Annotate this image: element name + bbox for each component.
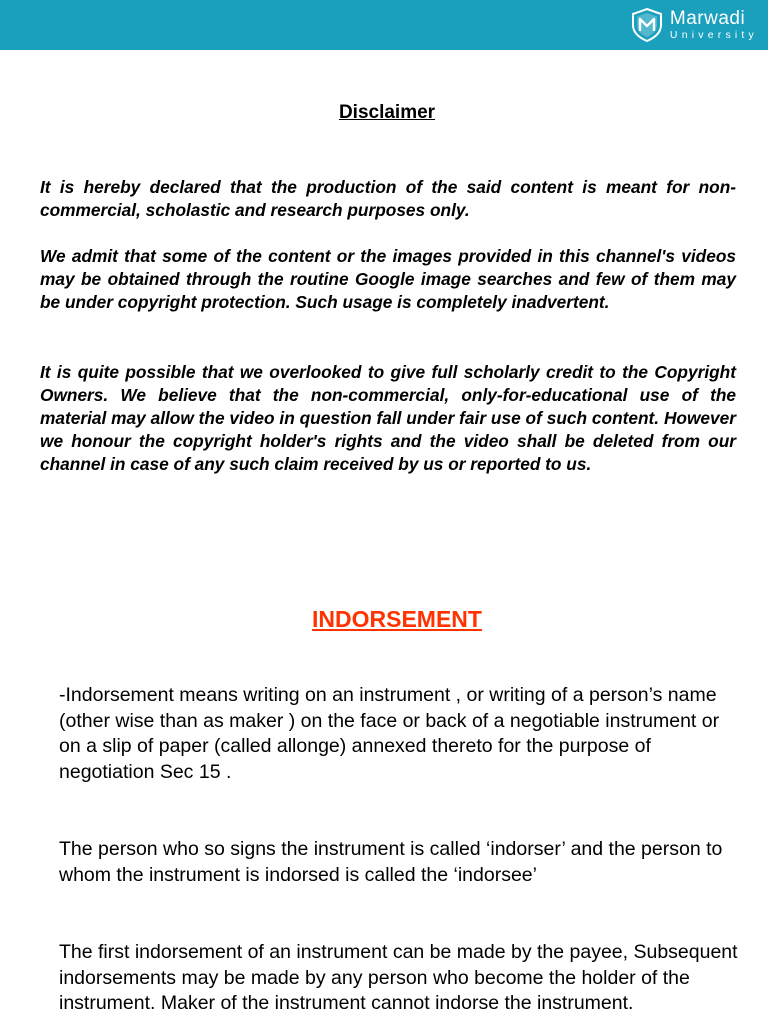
definition-paragraph: -Indorsement means writing on an instrument , or writing of a person’s name (other wise than as maker ) on the face or back of a negotiable instrument or on a slip of paper (called allonge) annexed thereto for the purpose of negotiation Sec 15 . bbox=[59, 684, 720, 783]
brand-name: Marwadi bbox=[669, 8, 746, 30]
header-bar bbox=[0, 0, 768, 50]
brand-subtitle: University bbox=[669, 29, 758, 42]
disclaimer-paragraph-2: We admit that some of the content or the images provided in this channel's videos may be obtained through the routine Google image searches and few of them may be under copyright protection. Such usage is completely inadvertent. bbox=[40, 246, 736, 312]
disclaimer-paragraph-1: It is hereby declared that the production of the said content is meant for non-commercial, scholastic and research purposes only. bbox=[40, 177, 736, 220]
shield-m-icon bbox=[630, 7, 664, 43]
section-title: INDORSEMENT bbox=[312, 606, 482, 632]
university-logo bbox=[630, 6, 758, 44]
first-indorsement-paragraph: The first indorsement of an instrument can be made by the payee, Subsequent indorsements may be made by any person who become the holder of the instrument. Maker of the instrument cannot indorse the instrument. bbox=[59, 941, 738, 1014]
disclaimer-title: Disclaimer bbox=[338, 102, 436, 123]
disclaimer-paragraph-3: It is quite possible that we overlooked to give full scholarly credit to the Copyright Owners. We believe that the non-commercial, only-for-educational use of the material may allow the video in question fall under fair use of such content. However we honour the copyright holder's rights and the video shall be deleted from our channel in case of any such claim received by us or reported to us. bbox=[40, 362, 736, 474]
indorser-paragraph: The person who so signs the instrument is called ‘indorser’ and the person to whom the instrument is indorsed is called the ‘indorsee’ bbox=[59, 838, 723, 886]
